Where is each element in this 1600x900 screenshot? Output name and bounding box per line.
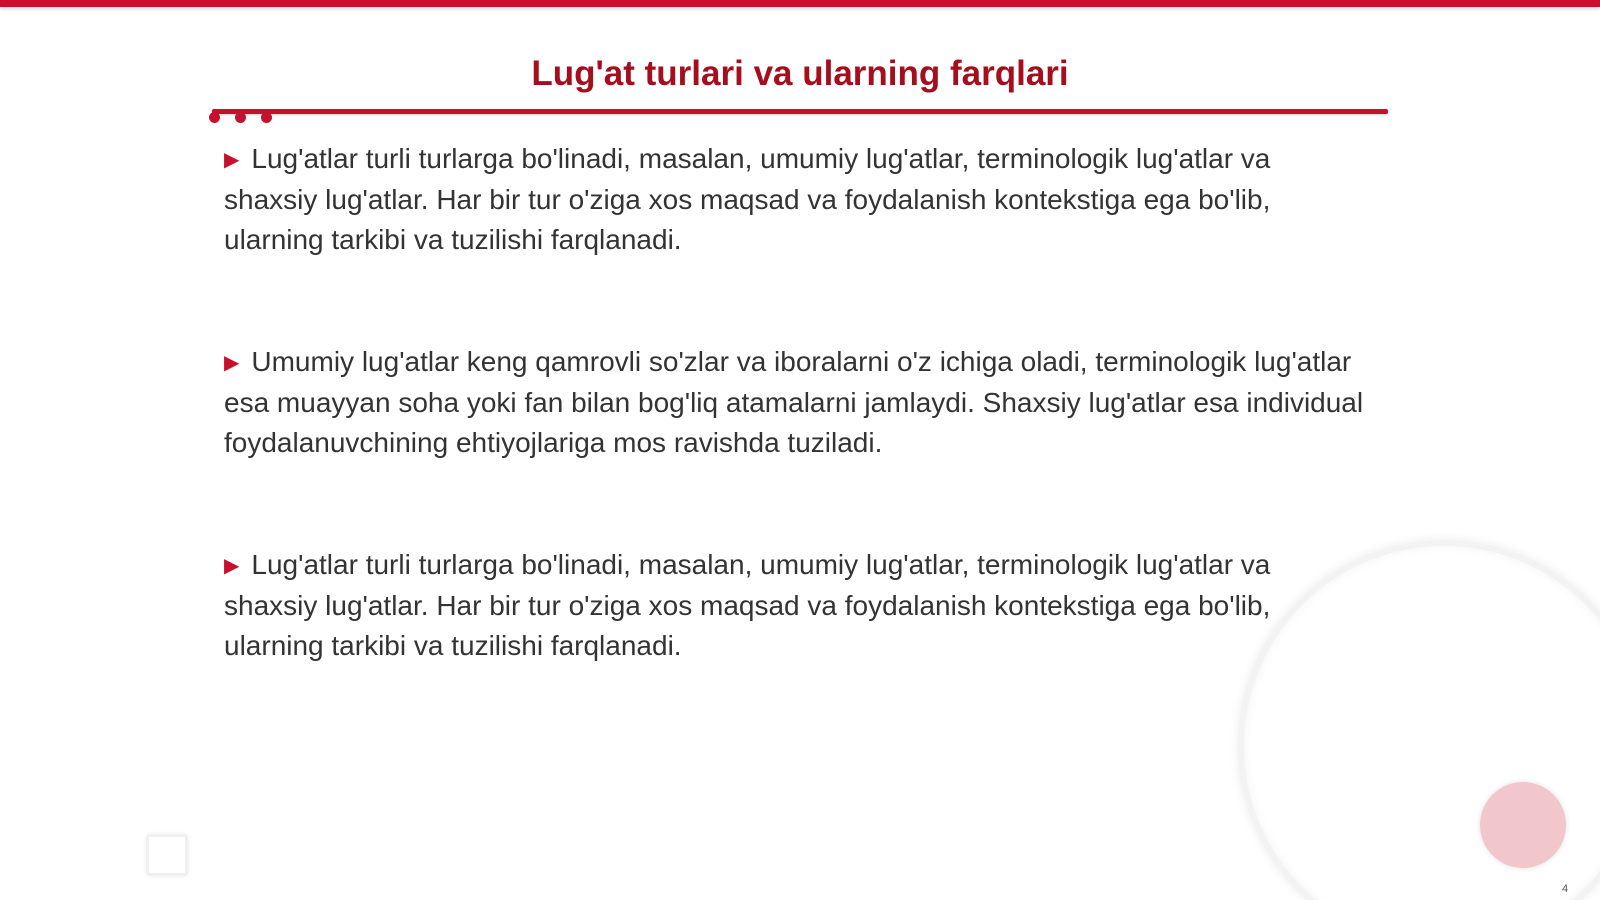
bullet-text: Lug'atlar turli turlarga bo'linadi, masalan, umumiy lug'atlar, terminologik lug'atlar va shaxsiy lug'atlar. Har bir tur o'ziga xos maqsad va foydalanish kontekstiga ega bo'lib, ularning tarkibi va tuzilishi farqlanadi. bbox=[224, 143, 1271, 255]
slide-title: Lug'at turlari va ularning farqlari bbox=[531, 54, 1069, 93]
bullet-list bbox=[224, 139, 1364, 748]
underline-dot-icon bbox=[235, 112, 246, 123]
triangle-bullet-icon: ▶ bbox=[224, 555, 240, 577]
decorative-square bbox=[146, 834, 188, 876]
triangle-bullet-icon: ▶ bbox=[224, 149, 240, 171]
bullet-text: Lug'atlar turli turlarga bo'linadi, masalan, umumiy lug'atlar, terminologik lug'atlar va shaxsiy lug'atlar. Har bir tur o'ziga xos maqsad va foydalanish kontekstiga ega bo'lib, ularning tarkibi va tuzilishi farqlanadi. bbox=[224, 549, 1271, 661]
bullet-item bbox=[224, 342, 1364, 463]
title-underline bbox=[212, 109, 1388, 114]
bullet-item bbox=[224, 139, 1364, 260]
bullet-item bbox=[224, 545, 1364, 666]
bullet-text: Umumiy lug'atlar keng qamrovli so'zlar va iboralarni o'z ichiga oladi, terminologik lug'atlar esa muayyan soha yoki fan bilan bog'liq atamalarni jamlaydi. Shaxsiy lug'atlar esa individual foydalanuvchining ehtiyojlariga mos ravishda tuziladi. bbox=[224, 346, 1364, 458]
decorative-circle bbox=[1480, 782, 1566, 868]
page-number: 4 bbox=[1562, 883, 1569, 895]
underline-dot-icon bbox=[209, 112, 220, 123]
top-accent-bar bbox=[0, 0, 1600, 7]
triangle-bullet-icon: ▶ bbox=[224, 352, 240, 374]
underline-dot-icon bbox=[261, 112, 272, 123]
